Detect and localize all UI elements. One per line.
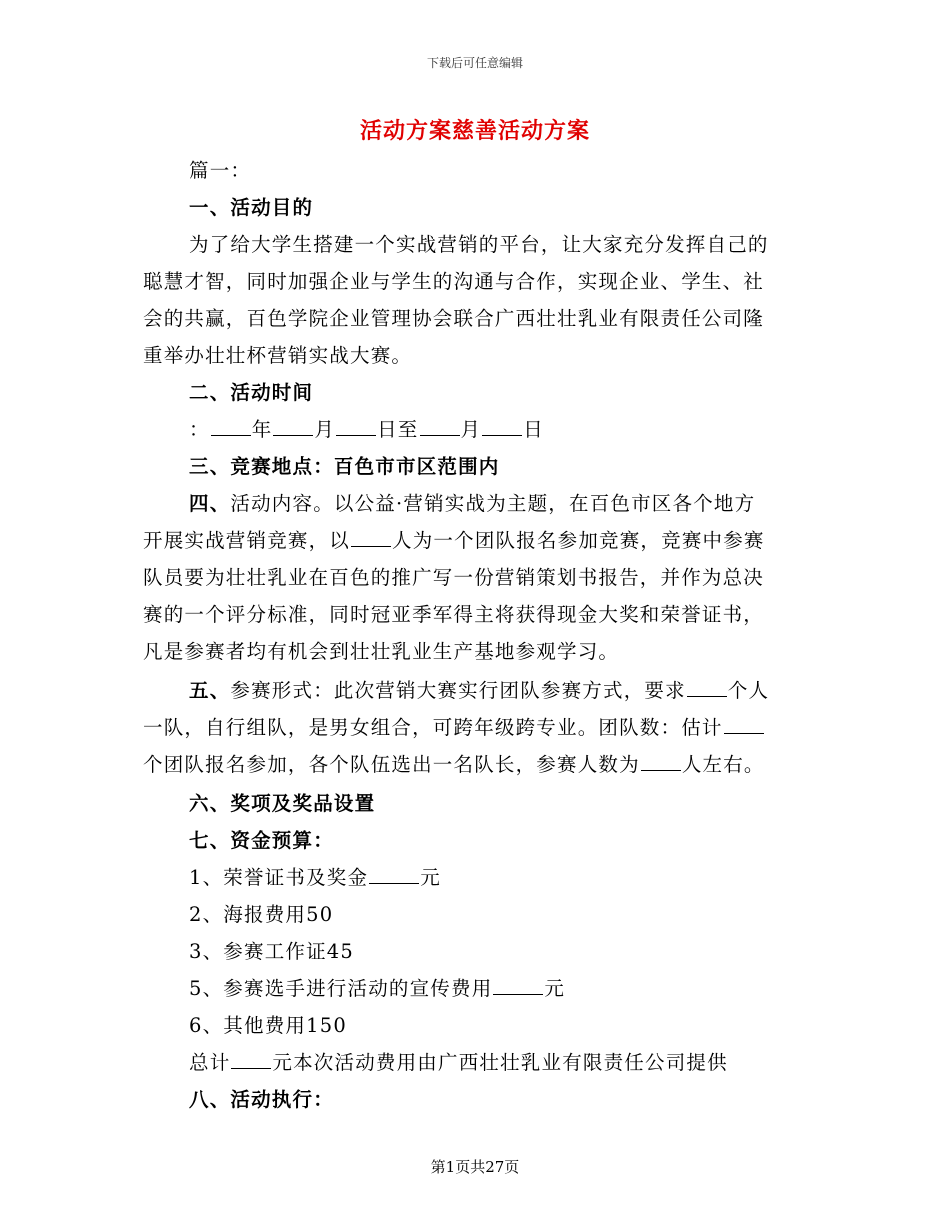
heading-7: 七、资金预算：: [189, 829, 334, 852]
heading-6: 六、奖项及奖品设置: [189, 792, 376, 815]
paragraph-line: 会的共赢，百色学院企业管理协会联合广西壮壮乳业有限责任公司隆: [143, 307, 765, 330]
paragraph-line: 四、活动内容。以公益·营销实战为主题，在百色市区各个地方: [189, 492, 756, 515]
paragraph-line: 赛的一个评分标准，同时冠亚季军得主将获得现金大奖和荣誉证书，: [143, 603, 765, 626]
paragraph-line: 队员要为壮壮乳业在百色的推广写一份营销策划书报告，并作为总决: [143, 566, 765, 589]
budget-item: 6、其他费用150: [189, 1014, 347, 1037]
heading-8: 八、活动执行：: [189, 1088, 334, 1111]
document-title: 活动方案慈善活动方案: [359, 118, 590, 144]
budget-total: 总计 元本次活动费用由广西壮壮乳业有限责任公司提供: [189, 1051, 728, 1074]
page-footer: 第1页共27页: [430, 1158, 520, 1176]
paragraph-line: 为了给大学生搭建一个实战营销的平台，让大家充分发挥自己的: [189, 233, 769, 256]
paragraph-line: 一队，自行组队，是男女组合，可跨年级跨专业。团队数：估计: [143, 709, 765, 746]
heading-1: 一、活动目的: [189, 196, 314, 219]
paragraph-line: 重举办壮壮杯营销实战大赛。: [143, 344, 413, 367]
section-label: 篇一：: [189, 159, 252, 182]
budget-item: 2、海报费用50: [189, 903, 334, 926]
paragraph-line: 开展实战营销竞赛，以 人为一个团队报名参加竞赛，竞赛中参赛: [143, 529, 765, 552]
date-line: ： 年 月 日至 月 日: [189, 418, 544, 441]
budget-item: 1、荣誉证书及奖金 元: [189, 866, 441, 889]
paragraph-line: 五、参赛形式：此次营销大赛实行团队参赛方式，要求 个人: [189, 679, 770, 702]
paragraph-line: 凡是参赛者均有机会到壮壮乳业生产基地参观学习。: [143, 640, 620, 663]
paragraph-line: 个团队报名参加，各个队伍选出一名队长，参赛人数为 人左右。: [143, 753, 765, 776]
paragraph-line: 聪慧才智，同时加强企业与学生的沟通与合作，实现企业、学生、社: [143, 270, 765, 293]
budget-item: 5、参赛选手进行活动的宣传费用 元: [189, 977, 566, 1000]
heading-3: 三、竞赛地点：百色市市区范围内: [189, 455, 500, 478]
heading-2: 二、活动时间: [189, 381, 314, 404]
page-header: 下载后可任意编辑: [426, 56, 523, 70]
budget-item: 3、参赛工作证45: [189, 940, 355, 963]
